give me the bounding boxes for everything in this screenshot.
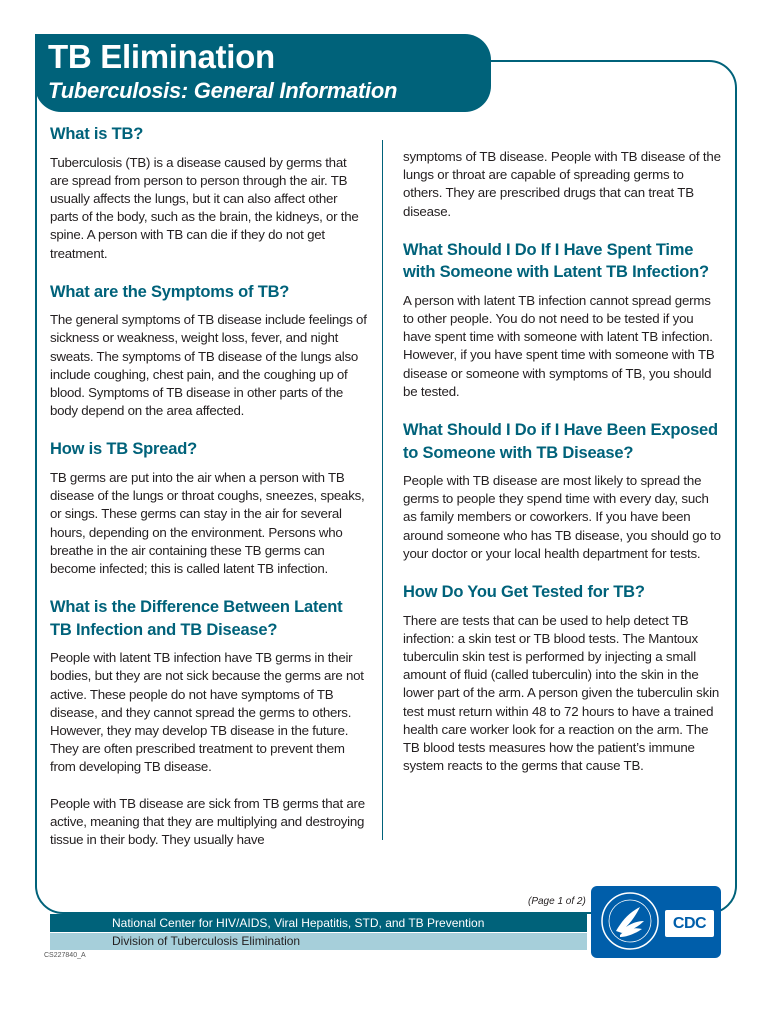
section-heading: How is TB Spread?	[50, 440, 197, 459]
section-paragraph: People with latent TB infection have TB germs in their bodies, but they are not sick because the germs are not active. These people do not have symptoms of TB disease, and they cannot spread the germs to others. However, they may develop TB disease in the future. They are often prescribed treatment to prevent them from developing TB disease.	[50, 650, 364, 775]
section-paragraph: There are tests that can be used to help detect TB infection: a skin test or TB blood tests. The Mantoux tuberculin skin test is performed by injecting a small amount of fluid (called tuberculin) into the skin in the lower part of the arm. A person given the tuberculin skin test must return within 48 to 72 hours to have a trained health care worker look for a reaction on the arm. The TB blood tests measures how the patient’s immune system reacts to the germs that cause TB.	[403, 612, 720, 774]
document-title: TB Elimination	[48, 38, 275, 75]
column-divider	[382, 140, 383, 840]
footer-division-name: Division of Tuberculosis Elimination	[50, 933, 587, 950]
title-banner	[35, 34, 491, 112]
cdc-wordmark: CDC	[665, 910, 714, 937]
page-number: (Page 1 of 2)	[528, 896, 586, 907]
section-heading: What are the Symptoms of TB?	[50, 282, 290, 301]
section-heading: What Should I Do If I Have Spent Time with Someone with Latent TB Infection?	[403, 240, 709, 282]
right-column	[403, 148, 723, 793]
section-paragraph: Tuberculosis (TB) is a disease caused by germs that are spread from person to person through the air. TB usually affects the lungs, but it can also affect other parts of the body, such as the brain, the kidneys, or the spine. A person with TB can die if they do not get treatment.	[50, 154, 359, 261]
continued-paragraph: symptoms of TB disease. People with TB disease of the lungs or throat are capable of spreading germs to others. They are prescribed drugs that can treat TB disease.	[403, 149, 721, 219]
section-heading: What is the Difference Between Latent TB Infection and TB Disease?	[50, 598, 343, 639]
section-paragraph: The general symptoms of TB disease include feelings of sickness or weakness, weight loss, fever, and night sweats. The symptoms of TB disease of the lungs also include coughing, chest pain, and the coughing up of blood. Symptoms of TB disease in other parts of the body depend on the area affected.	[50, 312, 367, 419]
left-column	[50, 123, 368, 867]
footer-center-name: National Center for HIV/AIDS, Viral Hepatitis, STD, and TB Prevention	[50, 914, 587, 932]
section-paragraph: People with TB disease are sick from TB germs that are active, meaning that they are multiplying and destroying tissue in their body. They usually have	[50, 795, 365, 847]
section-heading: What Should I Do if I Have Been Exposed to Someone with TB Disease?	[403, 421, 718, 462]
section-paragraph: People with TB disease are most likely to spread the germs to people they spend time with every day, such as family members or coworkers. If you have been around someone who has TB disease, you should go to your doctor or your local health department for tests.	[403, 473, 721, 561]
section-heading: How Do You Get Tested for TB?	[403, 583, 645, 602]
document-code: CS227840_A	[44, 952, 86, 959]
section-heading: What is TB?	[50, 125, 144, 143]
cdc-logo-block	[591, 886, 721, 958]
document-subtitle: Tuberculosis: General Information	[48, 78, 398, 103]
section-paragraph: A person with latent TB infection cannot spread germs to other people. You do not need to be tested if you have spent time with someone with latent TB infection. However, if you have spent time with someone with TB disease or someone with symptoms of TB, you should be tested.	[403, 292, 715, 399]
section-paragraph: TB germs are put into the air when a person with TB disease of the lungs or throat coughs, sneezes, speaks, or sings. These germs can stay in the air for several hours, depending on the environment. Persons who breathe in the air containing these TB germs can become infected; this is called latent TB infection.	[50, 469, 365, 576]
hhs-eagle-seal-icon	[600, 891, 660, 951]
